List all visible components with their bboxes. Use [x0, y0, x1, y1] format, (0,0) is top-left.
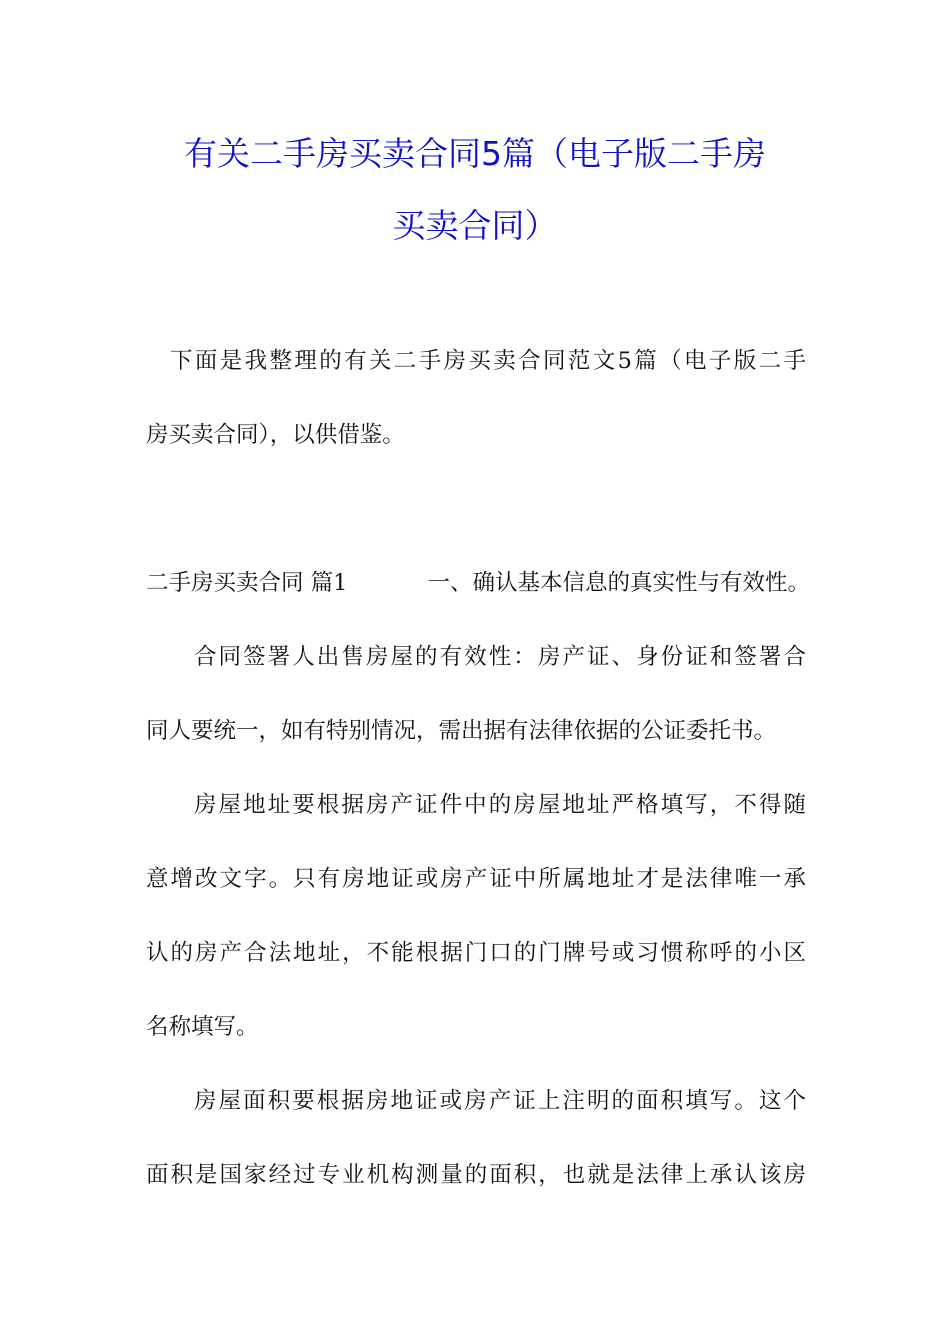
- intro-line-2: 房买卖合同），以供借鉴。: [146, 422, 405, 448]
- paragraph-1-line-2: 同人要统一，如有特别情况，需出据有法律依据的公证委托书。: [146, 718, 777, 744]
- document-title-line-1: 有关二手房买卖合同5篇（电子版二手房: [184, 134, 766, 173]
- section-heading: 二手房买卖合同 篇1: [146, 570, 348, 596]
- paragraph-2-line-2: 意增改文字。只有房地证或房产证中所属地址才是法律唯一承: [146, 866, 806, 892]
- paragraph-3-line-1: 房屋面积要根据房地证或房产证上注明的面积填写。这个: [194, 1088, 806, 1114]
- document-title-line-2: 买卖合同）: [392, 206, 558, 245]
- section-first-sentence: 一、确认基本信息的真实性与有效性。: [427, 570, 810, 596]
- paragraph-1-line-1: 合同签署人出售房屋的有效性：房产证、身份证和签署合: [194, 644, 806, 670]
- paragraph-3-line-2: 面积是国家经过专业机构测量的面积，也就是法律上承认该房: [146, 1162, 806, 1188]
- paragraph-2-line-3: 认的房产合法地址，不能根据门口的门牌号或习惯称呼的小区: [146, 940, 806, 966]
- paragraph-2-line-4: 名称填写。: [146, 1014, 259, 1040]
- paragraph-2-line-1: 房屋地址要根据房产证件中的房屋地址严格填写，不得随: [194, 792, 806, 818]
- intro-line-1: 下面是我整理的有关二手房买卖合同范文5篇（电子版二手: [170, 348, 806, 374]
